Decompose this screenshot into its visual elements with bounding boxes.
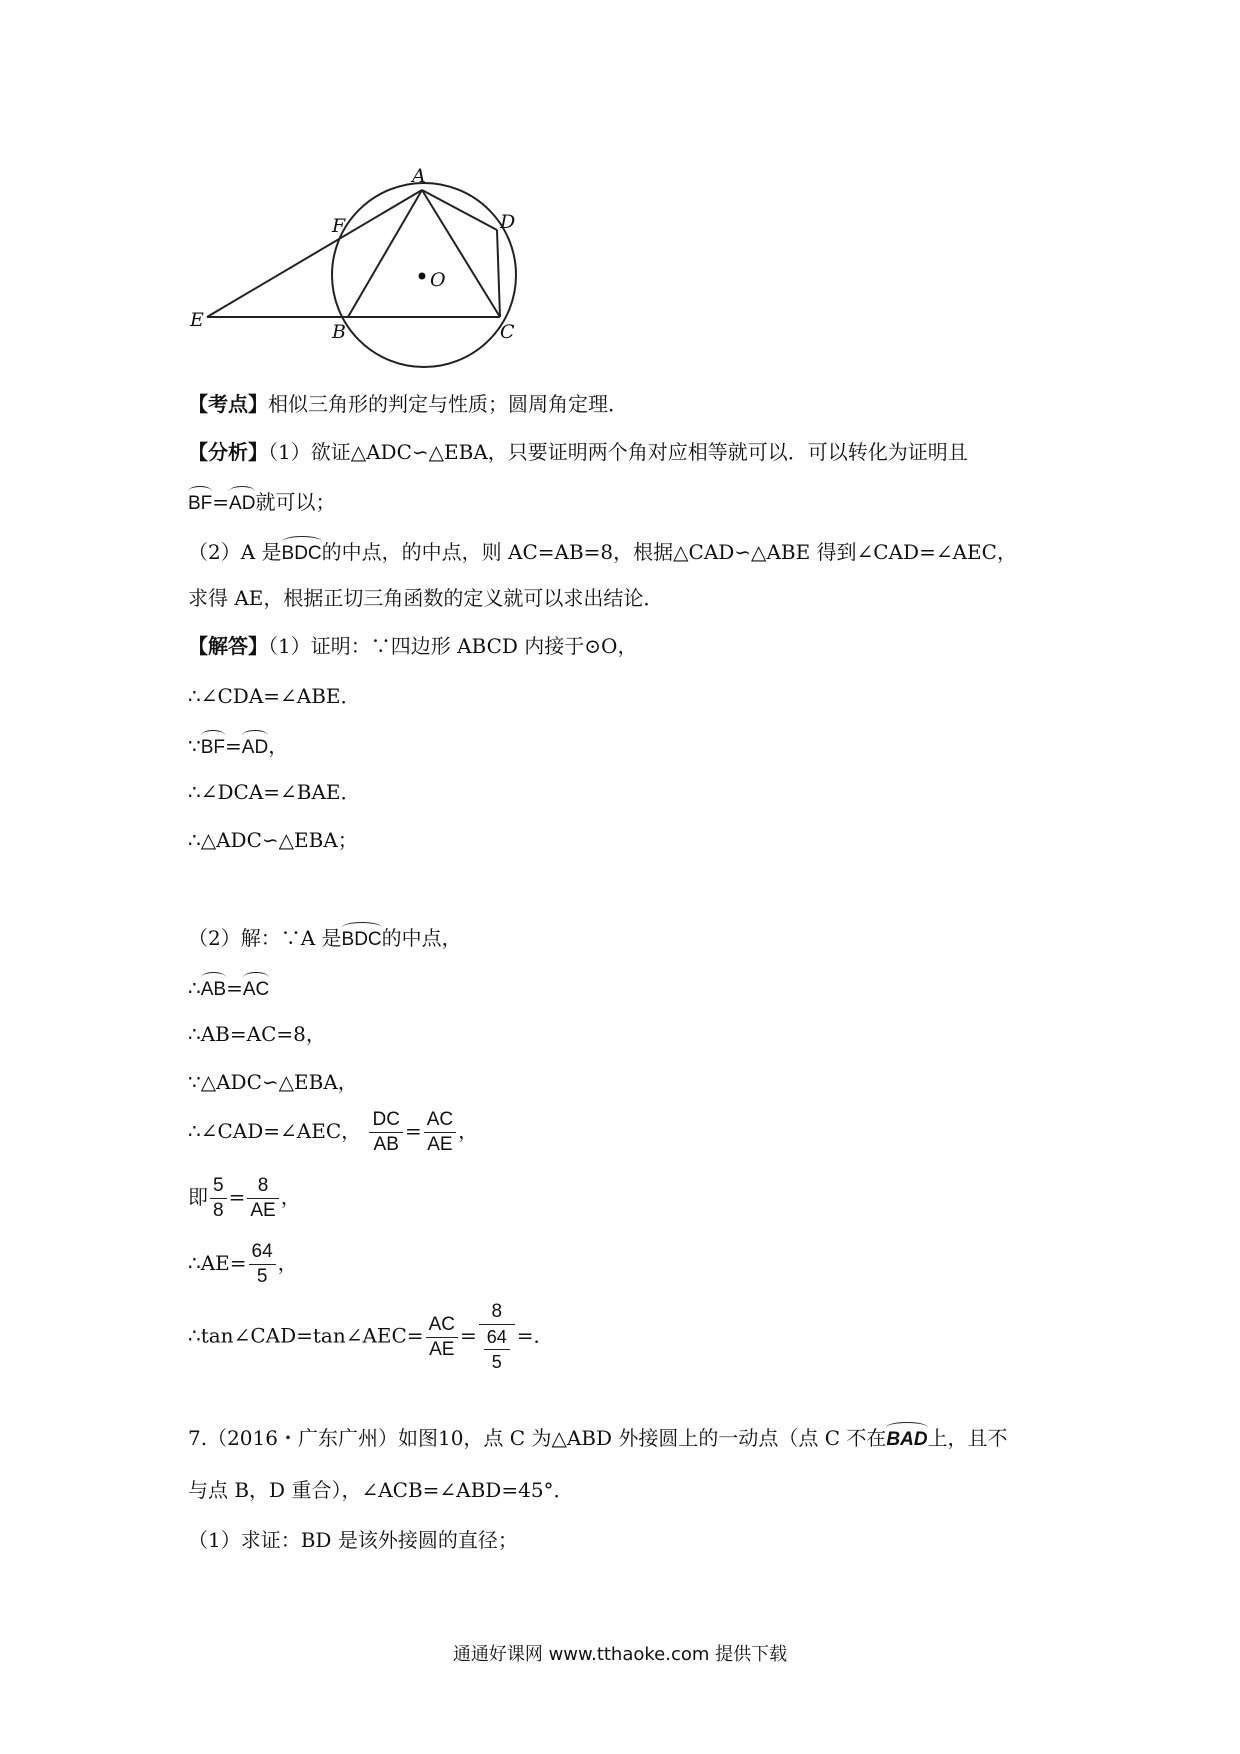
jieda-line-5 [188, 828, 358, 852]
jieda-line-2 [188, 684, 361, 708]
equals-sign-2: = [225, 734, 242, 758]
jieda-text-2: ∴∠CDA=∠ABE． [188, 684, 361, 708]
problem7-text-1b: 上，且不 [927, 1426, 1008, 1450]
fraction-denominator: AE [429, 1338, 455, 1360]
kaodian-text: 相似三角形的判定与性质；圆周角定理． [268, 392, 628, 416]
center-dot [419, 273, 426, 280]
jieda-line-3 [188, 732, 288, 760]
fenxi-text-3a: （2）A 是 [188, 540, 282, 564]
fraction-denominator: AB [373, 1134, 399, 1155]
jieda-text-11a: 即 [188, 1185, 208, 1209]
fraction-denominator [479, 1325, 515, 1374]
label-a: A [412, 165, 426, 187]
jieda-line-4 [188, 780, 361, 804]
fraction-ac-ae [424, 1108, 456, 1157]
jieda-text-9: ∵△ADC∽△EBA， [188, 1070, 358, 1094]
fraction-numerator: 8 [247, 1174, 278, 1199]
comma-3: ， [277, 1251, 298, 1275]
fraction-numerator: 64 [484, 1325, 510, 1350]
fenxi-text-1: （1）欲证△ADC∽△EBA，只要证明两个角对应相等就可以．可以转化为证明且 [268, 440, 968, 464]
label-d: D [500, 211, 516, 233]
jieda-line-6 [188, 924, 462, 952]
nested-fraction-64-5 [484, 1325, 510, 1374]
page-footer: 通通好课网 www.tthaoke.com 提供下载 [452, 1644, 788, 1665]
fraction-dc-ab [369, 1108, 402, 1157]
fraction-denominator: 5 [256, 1266, 268, 1287]
fenxi-text-2: 就可以； [255, 490, 336, 514]
fraction-denominator: 5 [491, 1352, 502, 1372]
jieda-line-11 [188, 1174, 301, 1223]
problem7-text-2: 与点 B，D 重合），∠ACB=∠ABD=45°． [188, 1478, 574, 1502]
jieda-text-4: ∴∠DCA=∠BAE． [188, 780, 361, 804]
fenxi-line-1 [188, 440, 968, 464]
jieda-line-8 [188, 1022, 326, 1046]
jieda-text-1: （1）证明：∵四边形 ABCD 内接于⊙O， [268, 634, 638, 658]
problem7-line-1 [188, 1424, 1008, 1452]
problem7-line-3 [188, 1528, 518, 1552]
jieda-text-8: ∴AB=AC=8， [188, 1022, 326, 1046]
fraction-numerator: 5 [210, 1174, 227, 1199]
jieda-line-12 [188, 1240, 298, 1289]
fraction-numerator: DC [369, 1108, 402, 1133]
jieda-text-3b: ， [268, 734, 289, 758]
arc-bdc: BDC [282, 538, 322, 566]
jieda-text-6a: （2）解：∵A 是 [188, 926, 342, 950]
problem7-text-3: （1）求证：BD 是该外接圆的直径； [188, 1528, 518, 1552]
problem7-text-1a: 7.（2016・广东广州）如图10，点 C 为△ABD 外接圆上的一动点（点 C 不在 [188, 1426, 887, 1450]
geometry-figure [0, 140, 1240, 540]
arc-bdc-2: BDC [342, 924, 382, 952]
fraction-8-over-64-5 [479, 1300, 515, 1374]
equals-sign-5: = [228, 1185, 246, 1209]
arc-bf: BF [188, 488, 212, 516]
jieda-tag: 【解答】 [188, 634, 268, 658]
arc-ad-2: AD [242, 732, 268, 760]
kaodian-line [188, 392, 628, 416]
jieda-line-1 [188, 634, 637, 658]
equals-sign-6: = [459, 1323, 477, 1348]
fraction-numerator: 8 [479, 1300, 515, 1325]
fenxi-text-4: 求得 AE，根据正切三角函数的定义就可以求出结论． [188, 586, 664, 610]
jieda-text-12a: ∴AE= [188, 1251, 247, 1275]
label-c: C [500, 321, 515, 343]
label-o: O [430, 269, 446, 291]
jieda-text-5: ∴△ADC∽△EBA； [188, 828, 358, 852]
arc-ab: AB [201, 974, 226, 1002]
fraction-numerator: AC [426, 1313, 458, 1338]
jieda-line-10 [188, 1108, 478, 1157]
comma-2: ， [280, 1185, 301, 1209]
label-e: E [190, 309, 204, 331]
fenxi-line-3 [188, 538, 1017, 566]
segment-ea [207, 190, 422, 317]
arc-ac: AC [243, 974, 269, 1002]
fraction-denominator: 8 [213, 1200, 224, 1221]
segment-dc [497, 230, 500, 317]
fraction-numerator: AC [424, 1108, 456, 1133]
fenxi-line-2 [188, 488, 335, 516]
jieda-text-6b: 的中点， [381, 926, 462, 950]
jieda-text-3a: ∵ [188, 734, 201, 758]
arc-ad: AD [229, 488, 255, 516]
jieda-line-7 [188, 974, 269, 1002]
problem7-line-2 [188, 1478, 574, 1502]
fraction-8-ae [247, 1174, 278, 1223]
fenxi-line-4 [188, 586, 663, 610]
label-f: F [332, 215, 346, 237]
fraction-ac-ae-2 [426, 1313, 458, 1362]
equals-sign: = [212, 490, 230, 514]
jieda-text-7a: ∴ [188, 976, 201, 1000]
jieda-text-13a: ∴tan∠CAD=tan∠AEC= [188, 1323, 424, 1348]
equals-sign-3: = [226, 976, 243, 1000]
fenxi-text-3b: 的中点，的中点，则 AC=AB=8，根据△CAD∽△ABE 得到∠CAD=∠AEC， [321, 540, 1017, 564]
fraction-5-8 [210, 1174, 227, 1223]
label-b: B [332, 321, 346, 343]
fraction-64-5 [249, 1240, 276, 1289]
arc-bf-2: BF [201, 732, 225, 760]
equals-sign-4: = [404, 1119, 422, 1143]
fraction-denominator: AE [427, 1134, 453, 1155]
comma: ， [458, 1119, 479, 1143]
kaodian-tag: 【考点】 [188, 392, 268, 416]
jieda-text-13b: =． [516, 1323, 554, 1348]
fraction-numerator: 64 [249, 1240, 276, 1265]
fenxi-tag: 【分析】 [188, 440, 268, 464]
jieda-line-9 [188, 1070, 358, 1094]
jieda-line-13 [188, 1300, 554, 1374]
fraction-denominator: AE [250, 1200, 276, 1221]
arc-bad: BAD [886, 1424, 927, 1452]
jieda-text-10a: ∴∠CAD=∠AEC， [188, 1119, 362, 1143]
